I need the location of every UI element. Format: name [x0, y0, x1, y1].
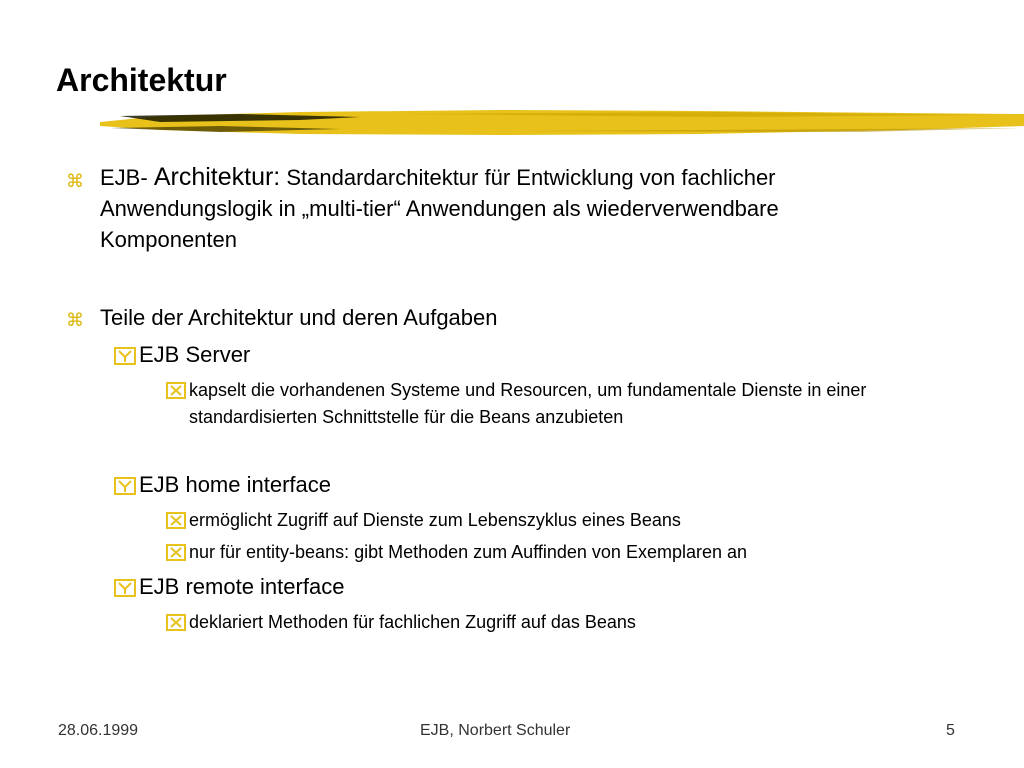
bullet-emphasis: Architektur:	[153, 163, 281, 191]
check-box-bullet-icon	[114, 477, 136, 495]
command-key-bullet-icon: ⌘	[66, 310, 84, 330]
detail-item	[166, 539, 969, 566]
detail-item	[166, 507, 969, 534]
sub-bullet-remote-interface	[114, 573, 344, 601]
footer-page-number: 5	[946, 722, 955, 739]
command-key-bullet-icon: ⌘	[66, 171, 84, 191]
check-box-bullet-icon	[114, 347, 136, 365]
x-box-bullet-icon	[166, 544, 186, 561]
x-box-bullet-icon	[166, 512, 186, 529]
detail-text: ermöglicht Zugriff auf Dienste zum Lebenszyklus eines Beans	[189, 510, 681, 530]
sub-bullet-home-interface	[114, 471, 331, 499]
slide-title: Architektur	[56, 62, 227, 98]
detail-text: nur für entity-beans: gibt Methoden zum Auffinden von Exemplaren an	[189, 542, 748, 562]
bullet-teile: Teile der Architektur und deren Aufgaben	[100, 305, 498, 330]
bullet-text: Standardarchitektur für Entwicklung von fachlicher Anwendungslogik in „multi-tier“ Anwendungen als wiederverwendbare Komponenten	[100, 165, 779, 252]
sub-bullet-label: EJB Server	[139, 342, 251, 367]
detail-text: kapselt die vorhandenen Systeme und Resourcen, um fundamentale Dienste in einer standardisierten Schnittstelle für die Beans anzubieten	[189, 380, 867, 427]
check-box-bullet-icon	[114, 579, 136, 597]
detail-text: deklariert Methoden für fachlichen Zugriff auf das Beans	[189, 612, 636, 632]
sub-bullet-label: EJB remote interface	[139, 574, 345, 599]
footer-date: 28.06.1999	[58, 722, 139, 739]
x-box-bullet-icon	[166, 614, 186, 631]
sub-bullet-ejb-server	[114, 341, 250, 369]
detail-item	[166, 377, 969, 431]
sub-bullet-label: EJB home interface	[139, 472, 331, 497]
bullet-architektur	[100, 162, 920, 255]
detail-item	[166, 609, 969, 636]
x-box-bullet-icon	[166, 382, 186, 399]
bullet-prefix: EJB-	[100, 165, 148, 190]
footer-author: EJB, Norbert Schuler	[420, 722, 571, 739]
